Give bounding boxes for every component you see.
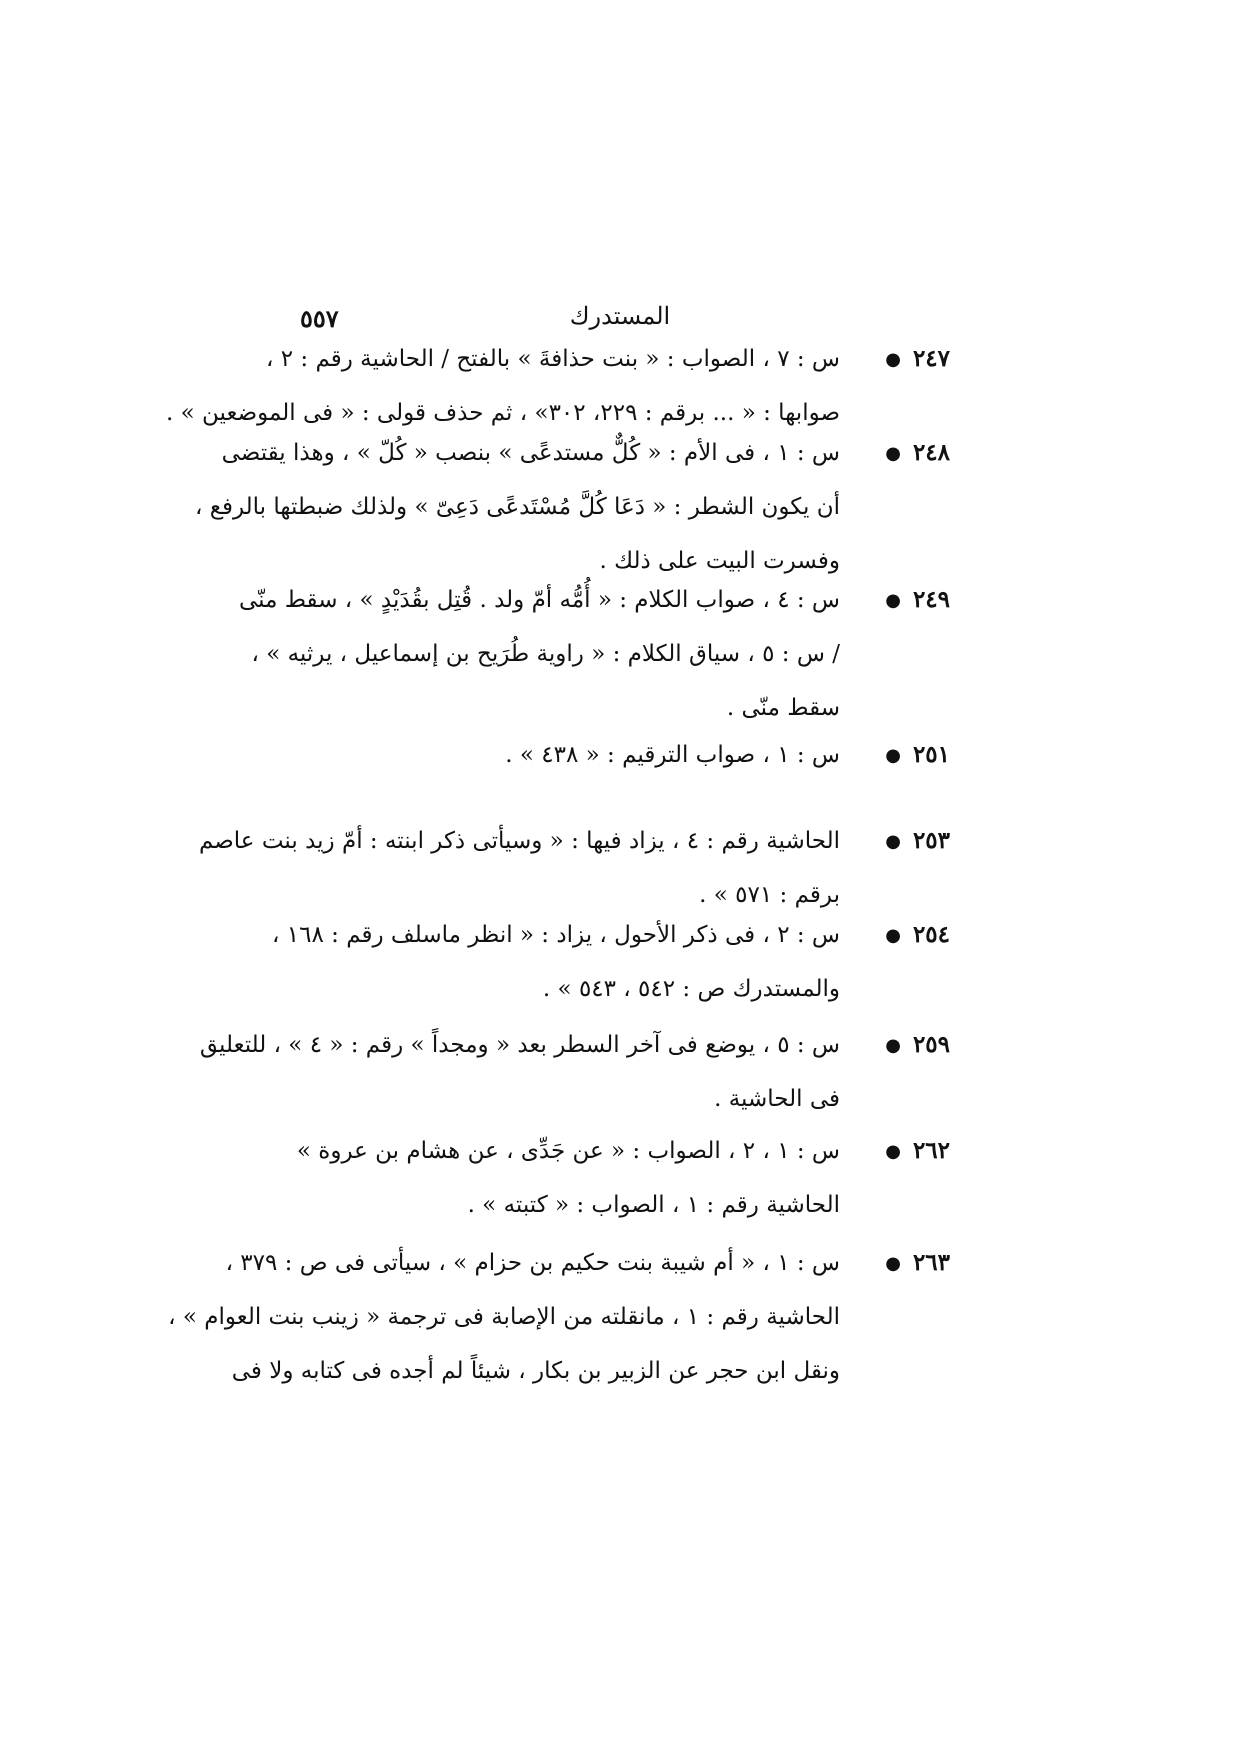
entry-line: س : ١ ، ٢ ، الصواب : « عن جَدِّى ، عن هشام بن عروة »	[296, 1138, 840, 1164]
entry-text	[198, 814, 840, 922]
entry-number: ٢٤٨	[912, 439, 950, 466]
entry-line: س : ٢ ، فى ذكر الأحول ، يزاد : « انظر ماسلف رقم : ١٦٨ ،	[272, 922, 840, 948]
entry-text	[194, 426, 840, 588]
entry-line: الحاشية رقم : ٤ ، يزاد فيها : « وسيأتى ذكر ابنته : أمّ زيد بنت عاصم	[198, 828, 840, 854]
page-number: ٥٥٧	[300, 304, 339, 333]
entry-text	[300, 728, 840, 782]
entry-number: ٢٥٣	[912, 827, 950, 854]
entry-number: ٢٤٧	[912, 345, 950, 372]
entry-header	[850, 814, 950, 869]
entry-line: صوابها : « ... برقم : ٢٢٩، ٣٠٢» ، ثم حذف قولى : « فى الموضعين » .	[166, 400, 840, 426]
entry-253	[198, 814, 950, 922]
entry-line: س : ٤ ، صواب الكلام : « أُمُّه أمّ ولد . قُتِل بقُدَيْدٍ » ، سقط منّى	[238, 587, 840, 613]
entry-line: الحاشية رقم : ١ ، الصواب : « كتبته » .	[467, 1192, 840, 1218]
bullet-icon: ●	[885, 590, 901, 611]
entry-line: سقط منّى .	[726, 695, 840, 721]
entry-line: / س : ٥ ، سياق الكلام : « راوية طُرَيح بن إسماعيل ، يرثيه » ،	[251, 641, 840, 667]
entry-line: الحاشية رقم : ١ ، مانقلته من الإصابة فى ترجمة « زينب بنت العوام » ،	[168, 1304, 840, 1330]
entry-line: س : ١ ، فى الأم : « كُلٌّ مستدعًى » بنصب « كُلّ » ، وهذا يقتضى	[221, 440, 840, 466]
entry-number: ٢٦٣	[912, 1249, 950, 1276]
bullet-icon: ●	[885, 443, 901, 464]
entry-header	[850, 426, 950, 481]
entry-header	[850, 1018, 950, 1073]
entry-text	[272, 908, 840, 1016]
entry-line: س : ١ ، « أم شيبة بنت حكيم بن حزام » ، سيأتى فى ص : ٣٧٩ ،	[225, 1250, 840, 1276]
entry-247	[166, 332, 950, 440]
entry-line: ونقل ابن حجر عن الزبير بن بكار ، شيئاً لم أجده فى كتابه ولا فى	[231, 1358, 840, 1384]
entry-249	[238, 573, 950, 735]
entry-text	[199, 1018, 840, 1126]
entry-header	[850, 908, 950, 963]
entry-number: ٢٥٤	[912, 921, 950, 948]
entry-number: ٢٥١	[912, 741, 950, 768]
running-title: المستدرك	[569, 302, 671, 330]
bullet-icon: ●	[885, 831, 901, 852]
entry-text	[168, 1236, 840, 1398]
entry-header	[850, 1236, 950, 1291]
entry-262	[296, 1124, 950, 1232]
bullet-icon: ●	[885, 1253, 901, 1274]
entry-header	[850, 728, 950, 783]
entry-254	[272, 908, 950, 1016]
entry-line: س : ١ ، صواب الترقيم : « ٤٣٨ » .	[505, 742, 840, 768]
bullet-icon: ●	[885, 1141, 901, 1162]
entry-line: س : ٧ ، الصواب : « بنت حذافةَ » بالفتح / الحاشية رقم : ٢ ،	[265, 346, 840, 372]
bullet-icon: ●	[885, 745, 901, 766]
entry-248	[194, 426, 950, 588]
entry-line: فى الحاشية .	[714, 1086, 840, 1112]
entry-text	[166, 332, 840, 440]
bullet-icon: ●	[885, 1035, 901, 1056]
entry-header	[850, 573, 950, 628]
entry-263	[168, 1236, 950, 1398]
bullet-icon: ●	[885, 349, 901, 370]
entry-line: وفسرت البيت على ذلك .	[599, 548, 840, 574]
bullet-icon: ●	[885, 925, 901, 946]
entry-line: أن يكون الشطر : « دَعَا كُلَّ مُسْتَدعًى دَعِىّ » ولذلك ضبطتها بالرفع ،	[194, 494, 840, 520]
entry-header	[850, 332, 950, 387]
entry-text	[296, 1124, 840, 1232]
entry-number: ٢٤٩	[912, 586, 950, 613]
entry-text	[238, 573, 840, 735]
entry-line: والمستدرك ص : ٥٤٢ ، ٥٤٣ » .	[542, 976, 840, 1002]
entry-251	[300, 728, 950, 782]
entry-header	[850, 1124, 950, 1179]
entry-line: برقم : ٥٧١ » .	[699, 882, 840, 908]
entry-259	[199, 1018, 950, 1126]
entry-line: س : ٥ ، يوضع فى آخر السطر بعد « ومجداً » رقم : « ٤ » ، للتعليق	[199, 1032, 840, 1058]
entry-number: ٢٦٢	[912, 1137, 950, 1164]
entry-number: ٢٥٩	[912, 1031, 950, 1058]
